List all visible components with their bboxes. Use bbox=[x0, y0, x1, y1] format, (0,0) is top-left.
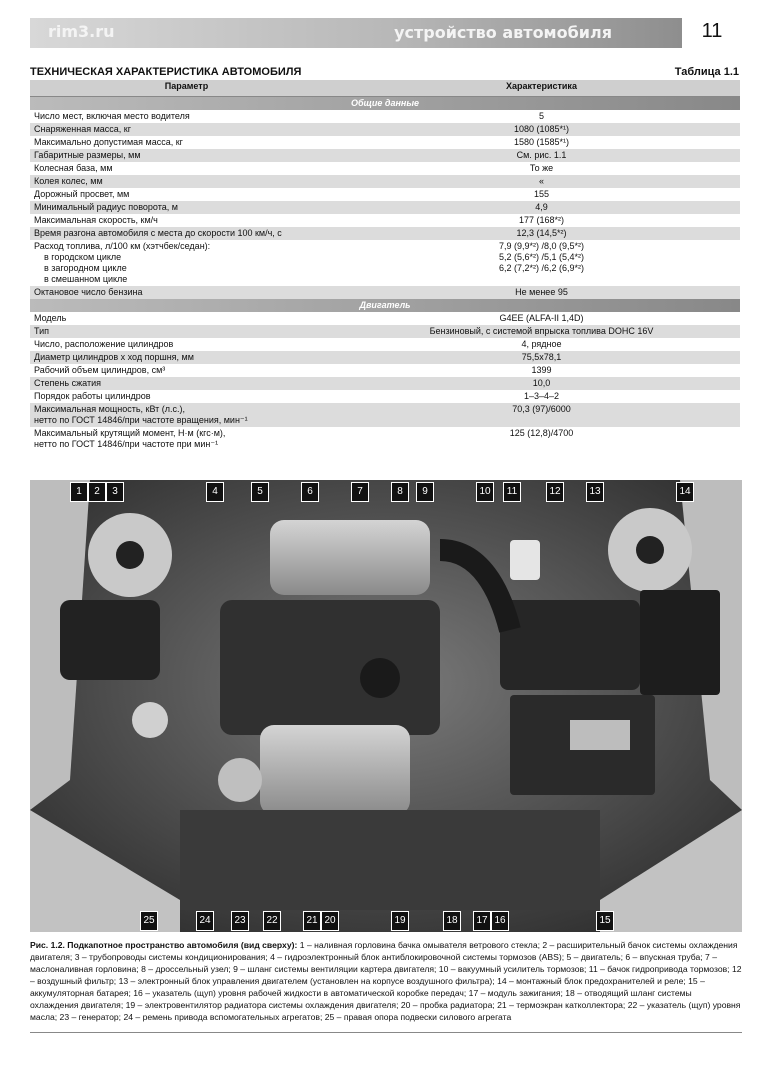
param-subline: в загородном цикле bbox=[44, 263, 127, 273]
table-row bbox=[30, 427, 740, 451]
param-cell: Максимальная скорость, км/ч bbox=[34, 215, 158, 225]
value-cell: 12,3 (14,5*²) bbox=[343, 227, 740, 240]
callout-14: 14 bbox=[676, 482, 694, 502]
param-line: Максимальная мощность, кВт (л.с.), bbox=[34, 404, 186, 414]
engine-bay-illustration bbox=[30, 480, 742, 932]
value-cell: 1–3–4–2 bbox=[523, 391, 560, 401]
param-cell bbox=[30, 403, 343, 427]
table-row bbox=[30, 110, 740, 123]
param-cell: Модель bbox=[34, 313, 67, 323]
param-line: Максимальный крутящий момент, Н·м (кгс·м), bbox=[34, 428, 226, 438]
value-cell: Не менее 95 bbox=[343, 286, 740, 299]
value-cell: 10,0 bbox=[343, 377, 740, 390]
param-cell: Время разгона автомобиля с места до скорости 100 км/ч, с bbox=[30, 227, 343, 240]
param-cell: Габаритные размеры, мм bbox=[30, 149, 343, 162]
param-cell: Рабочий объем цилиндров, см³ bbox=[34, 365, 166, 375]
table-number: Таблица 1.1 bbox=[674, 66, 739, 78]
callout-22: 22 bbox=[263, 911, 281, 931]
table-row bbox=[30, 136, 740, 149]
callout-18: 18 bbox=[443, 911, 461, 931]
column-header-value: Характеристика bbox=[343, 80, 740, 97]
page-header bbox=[30, 18, 742, 48]
value-cell: 5 bbox=[538, 111, 544, 121]
callout-24: 24 bbox=[196, 911, 214, 931]
callout-20: 20 bbox=[321, 911, 339, 931]
bottom-rule bbox=[30, 1032, 742, 1033]
caption-title: Рис. 1.2. Подкапотное пространство автомобиля (вид сверху): bbox=[30, 940, 298, 950]
value-cell: G4EE (ALFA-II 1,4D) bbox=[499, 313, 584, 323]
callout-12: 12 bbox=[546, 482, 564, 502]
param-cell: Колея колес, мм bbox=[30, 175, 343, 188]
param-cell: Снаряженная масса, кг bbox=[30, 123, 343, 136]
param-cell: Колесная база, мм bbox=[34, 163, 113, 173]
value-cell: 4,9 bbox=[343, 201, 740, 214]
callout-10: 10 bbox=[476, 482, 494, 502]
value-line: 6,2 (7,2*²) /6,2 (6,9*²) bbox=[498, 263, 585, 273]
param-cell: Дорожный просвет, мм bbox=[34, 189, 130, 199]
param-cell: Степень сжатия bbox=[30, 377, 343, 390]
table-row bbox=[30, 364, 740, 377]
table-row bbox=[30, 240, 740, 286]
value-cell: Бензиновый, с системой впрыска топлива DOHC 16V bbox=[343, 325, 740, 338]
value-cell: 70,3 (97)/6000 bbox=[343, 403, 740, 427]
table-row bbox=[30, 175, 740, 188]
param-cell: Максимально допустимая масса, кг bbox=[34, 137, 183, 147]
param-cell: Диаметр цилиндров х ход поршня, мм bbox=[30, 351, 343, 364]
callout-17: 17 bbox=[473, 911, 491, 931]
value-cell: То же bbox=[529, 163, 554, 173]
param-cell: Число, расположение цилиндров bbox=[34, 339, 174, 349]
param-cell: Тип bbox=[30, 325, 343, 338]
param-cell: Минимальный радиус поворота, м bbox=[30, 201, 343, 214]
callout-16: 16 bbox=[491, 911, 509, 931]
value-line: 7,9 (9,9*²) /8,0 (9,5*²) bbox=[498, 241, 585, 251]
callout-4: 4 bbox=[206, 482, 224, 502]
value-cell: 4, рядное bbox=[521, 339, 562, 349]
section-general: Общие данные bbox=[30, 97, 740, 111]
value-cell bbox=[343, 240, 740, 286]
table-row bbox=[30, 312, 740, 325]
caption-text: 1 – наливная горловина бачка омывателя ветрового стекла; 2 – расширительный бачок системы охлаждения двигателя; 3 – трубопроводы системы кондиционирования; 4 – гидроэлектронный блок антиблокировочной системы тормозов (ABS); 5 – двигатель; 6 – впускная труба; 7 – маслоналивная горловина; 8 – дроссельный узел; 9 – шланг системы вентиляции картера двигателя; 10 – вакуумный усилитель тормозов; 11 – бачок гидропривода тормозов; 12 – воздушный фильтр; 13 – электронный блок управления двигателем (установлен на корпусе воздушного фильтра); 14 – монтажный блок предохранителей и реле; 15 – аккумуляторная батарея; 16 – указатель (щуп) уровня рабочей жидкости в автоматической коробке передач; 17 – модуль зажигания; 18 – отводящий шланг системы охлаждения двигателя; 19 – электровентилятор радиатора системы охлаждения двигателя; 20 – пробка радиатора; 21 – термоэкран катколлектора; 22 – указатель (щуп) уровня масла; 23 – генератор; 24 – ремень привода вспомогательных агрегатов; 25 – правая опора подвески силового агрегата bbox=[30, 940, 742, 1022]
callout-5: 5 bbox=[251, 482, 269, 502]
value-cell: 1080 (1085*¹) bbox=[343, 123, 740, 136]
table-row bbox=[30, 338, 740, 351]
value-cell: 75,5x78,1 bbox=[343, 351, 740, 364]
table-row bbox=[30, 214, 740, 227]
table-row bbox=[30, 227, 740, 240]
column-header-param: Параметр bbox=[30, 80, 343, 97]
callout-21: 21 bbox=[303, 911, 321, 931]
callout-8: 8 bbox=[391, 482, 409, 502]
callout-7: 7 bbox=[351, 482, 369, 502]
section-engine: Двигатель bbox=[30, 299, 740, 312]
callout-1: 1 bbox=[70, 482, 88, 502]
callout-25: 25 bbox=[140, 911, 158, 931]
callout-9: 9 bbox=[416, 482, 434, 502]
value-cell: « bbox=[343, 175, 740, 188]
value-cell: 125 (12,8)/4700 bbox=[509, 428, 574, 438]
callout-23: 23 bbox=[231, 911, 249, 931]
figure-caption bbox=[30, 939, 742, 1023]
value-cell: 1399 bbox=[531, 365, 552, 375]
header-bar bbox=[30, 18, 682, 48]
table-row bbox=[30, 390, 740, 403]
param-subline: в городском цикле bbox=[44, 252, 122, 262]
table-row bbox=[30, 201, 740, 214]
callout-11: 11 bbox=[503, 482, 521, 502]
callout-6: 6 bbox=[301, 482, 319, 502]
page-number: 11 bbox=[686, 20, 738, 46]
param-cell: Октановое число бензина bbox=[30, 286, 343, 299]
engine-bay-photo bbox=[30, 480, 742, 932]
param-subline: в смешанном цикле bbox=[44, 274, 128, 284]
callout-19: 19 bbox=[391, 911, 409, 931]
callout-15: 15 bbox=[596, 911, 614, 931]
param-cell: Порядок работы цилиндров bbox=[34, 391, 151, 401]
param-line: Расход топлива, л/100 км (хэтчбек/седан): bbox=[34, 241, 211, 251]
param-subline: нетто по ГОСТ 14846/при частоте при мин⁻¹ bbox=[34, 439, 219, 449]
table-row bbox=[30, 123, 740, 136]
callout-3: 3 bbox=[106, 482, 124, 502]
value-cell: 1580 (1585*¹) bbox=[513, 137, 570, 147]
table-row bbox=[30, 149, 740, 162]
value-cell: 177 (168*²) bbox=[518, 215, 565, 225]
table-title: ТЕХНИЧЕСКАЯ ХАРАКТЕРИСТИКА АВТОМОБИЛЯ bbox=[30, 66, 302, 78]
table-row bbox=[30, 188, 740, 201]
table-row bbox=[30, 377, 740, 390]
value-line: 5,2 (5,6*²) /5,1 (5,4*²) bbox=[498, 252, 585, 262]
param-subline: нетто по ГОСТ 14846/при частоте вращения, мин⁻¹ bbox=[34, 415, 248, 425]
callout-2: 2 bbox=[88, 482, 106, 502]
table-row bbox=[30, 162, 740, 175]
param-cell bbox=[30, 427, 343, 451]
table-row bbox=[30, 351, 740, 364]
value-cell: См. рис. 1.1 bbox=[343, 149, 740, 162]
table-row bbox=[30, 325, 740, 338]
param-cell bbox=[30, 240, 343, 286]
callout-13: 13 bbox=[586, 482, 604, 502]
value-cell: 155 bbox=[533, 189, 550, 199]
table-row bbox=[30, 403, 740, 427]
site-name[interactable]: rim3.ru bbox=[48, 22, 115, 41]
table-row bbox=[30, 286, 740, 299]
spec-table bbox=[30, 80, 740, 451]
param-cell: Число мест, включая место водителя bbox=[34, 111, 190, 121]
section-title: устройство автомобиля bbox=[394, 23, 612, 42]
